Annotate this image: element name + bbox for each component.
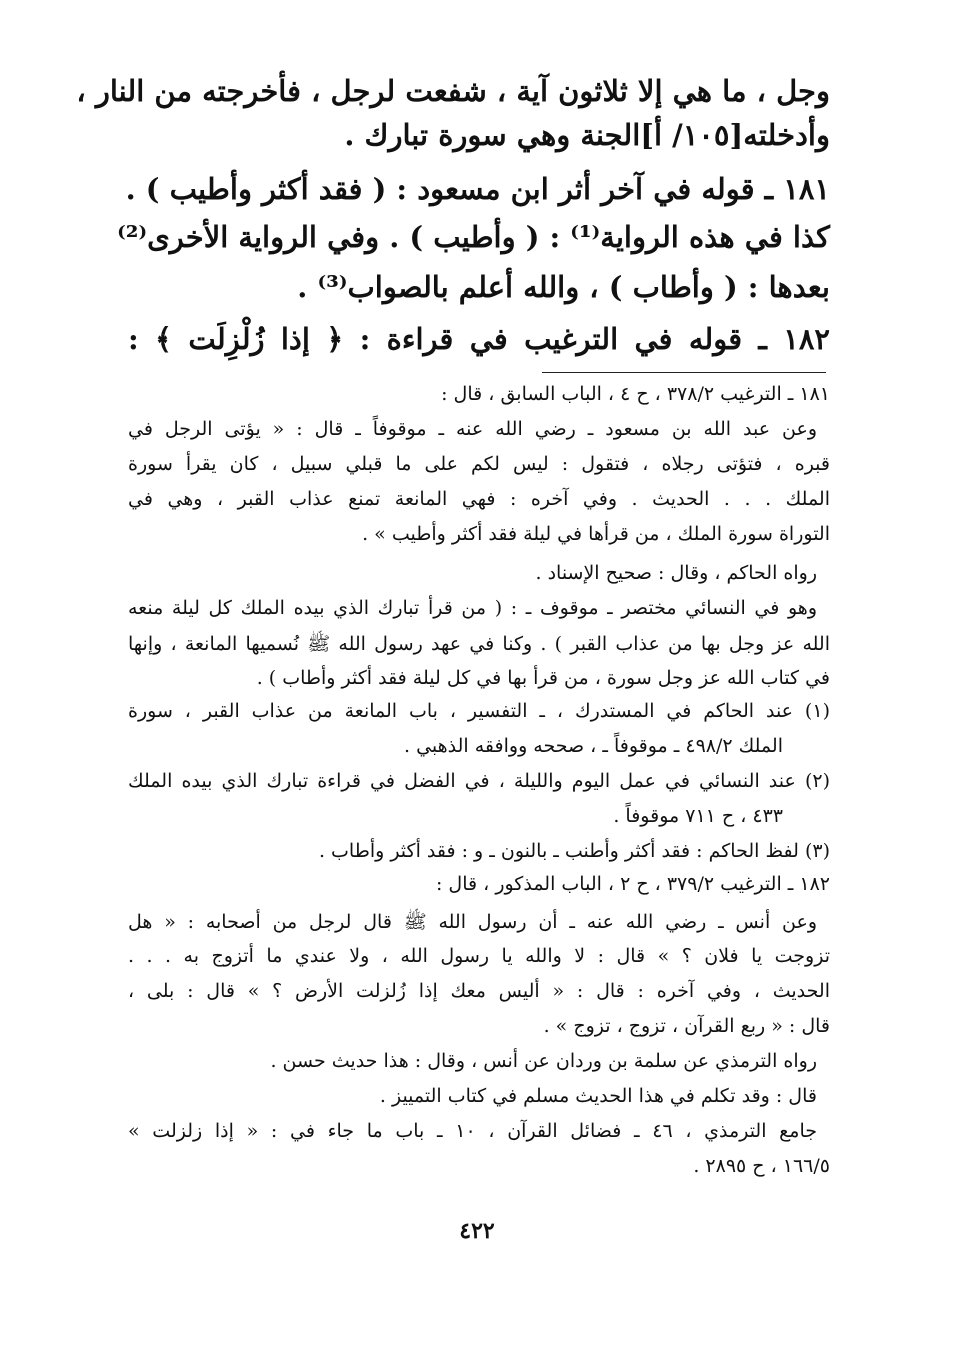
footnote-line-15: ١٨٢ ـ الترغيب ٣٧٩/٢ ، ح ٢ ، الباب المذكور ، قال :	[435, 873, 830, 895]
main-text-line-2: وأدخلته[١٠٥/ أ]الجنة وهي سورة تبارك .	[344, 118, 830, 152]
footnote-line-17: تزوجت يا فلان ؟ » قال : لا والله يا رسول الله ، ولا عندي ما أتزوج به . . .	[128, 945, 830, 967]
footnote-line-23: ١٦٦/٥ ، ح ٢٨٩٥ .	[693, 1155, 830, 1177]
footnote-line-20: رواه الترمذي عن سلمة بن وردان عن أنس ، وقال : هذا حديث حسن .	[270, 1050, 817, 1072]
footnote-line-19: قال : « ربع القرآن ، تزوج ، تزوج » .	[543, 1015, 830, 1037]
footnote-line-7: وهو في النسائي مختصر ـ موقوف ـ : ( من قرأ تبارك الذي بيده الملك كل ليلة منعه	[128, 597, 817, 619]
footnote-2-line-1: (٢) عند النسائي في عمل اليوم والليلة ، في الفضل في قراءة تبارك الذي بيده الملك	[128, 770, 830, 792]
footnote-2-line-2: ٤٣٣ ، ح ٧١١ موقوفاً .	[613, 805, 783, 827]
page-number: ٤٢٢	[459, 1218, 495, 1244]
footnote-line-4: الملك . . . الحديث . وفي آخره : فهي المانعة تمنع عذاب القبر ، وهي في	[128, 488, 830, 510]
footnote-1-line-2: الملك ٤٩٨/٢ ـ موقوفاً ـ ، صححه ووافقه الذهبي .	[403, 735, 783, 757]
footnote-line-21: قال : وقد تكلم في هذا الحديث مسلم في كتاب التمييز .	[379, 1085, 817, 1107]
footnote-line-18: الحديث ، وفي آخره : قال : « أليس معك إذا زُلزلت الأرض ؟ » قال : بلى ،	[128, 980, 830, 1002]
footnote-line-6: رواه الحاكم ، وقال : صحيح الإسناد .	[535, 562, 817, 584]
main-text-line-3: ١٨١ ـ قوله في آخر أثر ابن مسعود : ( فقد أكثر وأطيب ) .	[125, 172, 830, 206]
footnote-line-3: قبره ، فتؤتى رجلاه ، فتقول : ليس لكم على ما قبلي سبيل ، كان يقرأ سورة	[128, 453, 830, 475]
footnote-line-1: ١٨١ ـ الترغيب ٣٧٨/٢ ، ح ٤ ، الباب السابق ، قال :	[441, 383, 830, 405]
footnote-line-8: الله عز وجل بها من عذاب القبر ) . وكنا في عهد رسول الله ﷺ نُسميها المانعة ، وإنها	[128, 633, 830, 655]
footnote-3-line-1: (٣) لفظ الحاكم : فقد أكثر وأطنب ـ بالنون ـ و : فقد أكثر وأطاب .	[318, 840, 830, 862]
footnote-separator	[542, 372, 826, 373]
main-text-line-1: وجل ، ما هي إلا ثلاثون آية ، شفعت لرجل ، فأخرجته من النار ،	[76, 74, 830, 108]
footnote-line-16: وعن أنس ـ رضي الله عنه ـ أن رسول الله ﷺ قال لرجل من أصحابه : « هل	[128, 911, 817, 933]
footnote-line-9: في كتاب الله عز وجل سورة ، من قرأ بها في كل ليلة فقد أكثر وأطاب ) .	[256, 667, 830, 689]
footnote-1-line-1: (١) عند الحاكم في المستدرك ، ـ التفسير ، باب المانعة من عذاب القبر ، سورة	[128, 700, 830, 722]
footnote-line-2: وعن عبد الله بن مسعود ـ رضي الله عنه ـ موقوفاً ـ قال : « يؤتى الرجل في	[128, 418, 817, 440]
main-text-line-4: كذا في هذه الرواية⁽¹⁾ : ( وأطيب ) . وفي الرواية الأخرى⁽²⁾	[117, 220, 830, 254]
footnote-line-5: التوراة سورة الملك ، من قرأها في ليلة فقد أكثر وأطيب » .	[362, 523, 830, 545]
main-text-line-6: ١٨٢ ـ قوله في الترغيب في قراءة : ﴿ إذا زُلْزِلَت ﴾ :	[128, 322, 830, 356]
main-text-line-5: بعدها : ( وأطاب ) ، والله أعلم بالصواب⁽³⁾ .	[297, 270, 830, 304]
footnote-line-22: جامع الترمذي ، ٤٦ ـ فضائل القرآن ، ١٠ ـ باب ما جاء في : « إذا زلزلت »	[128, 1120, 818, 1142]
